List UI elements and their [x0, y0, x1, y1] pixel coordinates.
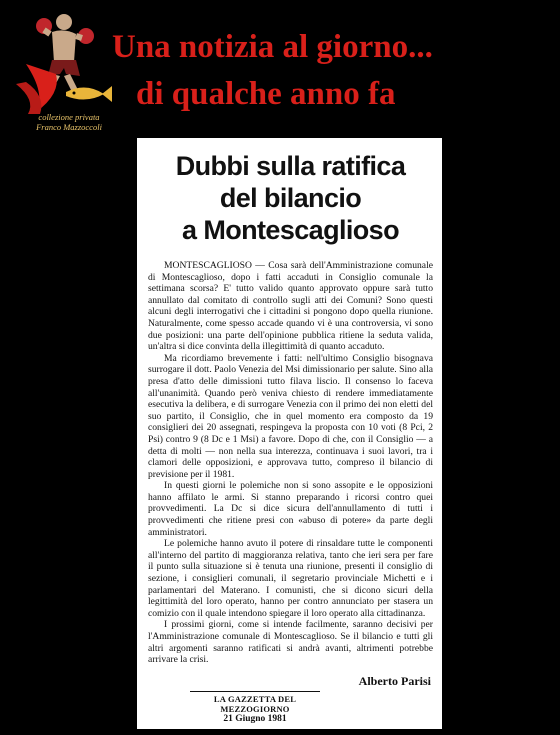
- article-headline: [148, 150, 433, 246]
- article-paragraph: Le polemiche hanno avuto il potere di rinsaldare tutte le componenti all'interno del partito di maggioranza relativa, tanto che ieri sera per fare il punto sulla situazione si è tenuta una riunione, presenti il consiglio di sezione, i consiglieri comunali, il segretario provinciale Michetti e i parlamentari del Materano. I comunisti, che si dicono sicuri della legittimità del loro operato, hanno per contro annunciato per stasera un comizio con il quale intendono spiegare il loro operato alla cittadinanza.: [148, 538, 433, 619]
- publication-date: 21 Giugno 1981: [223, 713, 287, 724]
- article-paragraph: MONTESCAGLIOSO — Cosa sarà dell'Amministrazione comunale di Montescaglioso, dopo i fatti accaduti in Consiglio comunale la settimana scorsa? E' tutto valido quanto approvato oppure sarà tutto annullato dal comitato di controllo sugli atti dei Comuni? Sono questi alcuni degli interrogativi che i cittadini si pongono dopo quella riunione. Naturalmente, come spesso accade quando vi è una controversia, vi sono due posizioni: una parte dell'opinione pubblica ritiene la seduta valida, un'altra si dice convinta della illegittimità di quanto accaduto.: [148, 260, 433, 353]
- article-paragraph: I prossimi giorni, come si intende facilmente, saranno decisivi per l'Amministrazione comunale di Montescaglioso. Se il bilancio e tutti gli altri argomenti saranno ratificati si andrà avanti, altrimenti potrebbe arrivare la crisi.: [148, 619, 433, 666]
- article-paragraph: Ma ricordiamo brevemente i fatti: nell'ultimo Consiglio bisognava surrogare il dott. Paolo Venezia del Msi dimissionario per salute. Sino alla presa d'atto delle dimissioni tutto filava liscio. Il consenso lo faceva all'unanimità. Quando però veniva chiesto di rendere immediatamente esecutiva la delibera, e di surrogare Venezia con il primo dei non eletti del suo partito, il Consiglio, che in quel momento era composto da 19 consiglieri dei 20 assegnati, respingeva la proposta con 10 voti (8 Pci, 2 Psi) contro 9 (8 Dc e 1 Msi) a favore. Dopo di che, con il Consiglio — a detta di molti — non nella sua interezza, continuava i suoi lavori, tra i clamori delle opposizioni, e approvava tutto, compreso il bilancio di previsione per il 1981.: [148, 352, 433, 480]
- headline-line: a Montescaglioso: [182, 215, 399, 245]
- newspaper-clipping: [137, 138, 442, 729]
- headline-line: Dubbi sulla ratifica: [175, 151, 406, 181]
- collection-line-2: Franco Mazzoccoli: [36, 122, 102, 132]
- header-title-line-1: Una notizia al giorno...: [112, 29, 433, 65]
- header-title-line-2: di qualche anno fa: [136, 76, 396, 112]
- article-body: [148, 260, 433, 666]
- article-paragraph: In questi giorni le polemiche non si sono assopite e le opposizioni hanno affilato le armi. Si stanno preparando i ricorsi contro quei provvedimenti. La Dc si dice sicura dell'annullamento di tutti i provvedimenti che ritiene presi con «abuso di potere» da parte degli amministratori.: [148, 480, 433, 538]
- headline-line: del bilancio: [219, 183, 362, 213]
- article-author: Alberto Parisi: [358, 673, 431, 688]
- boxer-illustration-icon: [6, 4, 118, 116]
- article-source: [190, 691, 320, 724]
- collection-line-1: collezione privata: [38, 112, 100, 122]
- newspaper-name: LA GAZZETTA DEL MEZZOGIORNO: [190, 691, 320, 714]
- collection-caption: [14, 112, 124, 132]
